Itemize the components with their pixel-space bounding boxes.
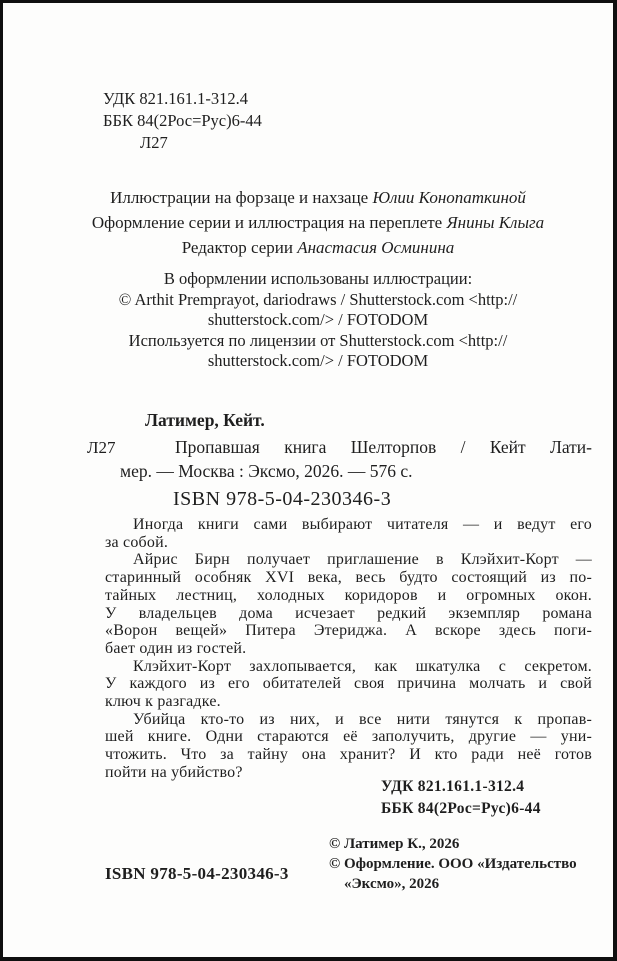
notice-line: В оформлении использованы иллюстрации: (163, 269, 473, 288)
credit-person-name: Анастасия Осминина (297, 238, 455, 257)
credit-person-name: Юлии Конопаткиной (372, 188, 526, 207)
annotation-line: пойти на убийство? (105, 763, 243, 781)
annotation-line: ключ к разгадке. (105, 693, 221, 711)
copyright-block (329, 834, 599, 894)
notice-line: Используется по лицензии от Shutterstock.com <http:// (128, 330, 508, 350)
annotation-line: У владельцев дома исчезает редкий экземпляр романа (105, 604, 592, 622)
credit-line (40, 210, 596, 235)
annotation-line: «Ворон вещей» Питера Этериджа. А вскоре здесь поги- (105, 622, 592, 640)
isbn-bottom: ISBN 978-5-04-230346-3 (105, 864, 289, 883)
annotation-line: тайных лестниц, холодных коридоров и огромных окон. (105, 586, 592, 604)
bbk-code: ББК 84(2Рос=Рус)6-44 (103, 111, 262, 130)
annotation-line: старинный особняк XVI века, весь будто состоящий из по- (105, 569, 592, 587)
credit-role: Оформление серии и иллюстрация на переплете (91, 213, 447, 232)
catalog-card-code: Л27 (87, 438, 116, 457)
catalog-card-line: Пропавшая книга Шелторпов / Кейт Лати- (175, 437, 592, 457)
credit-line (40, 185, 596, 210)
annotation-line: Клэйхит-Корт захлопывается, как шкатулка с секретом. (133, 657, 592, 675)
annotation-line: бает один из гостей. (105, 639, 247, 657)
annotation-line: шей книге. Одни стараются её заполучить, другие — уни- (105, 728, 592, 746)
isbn-catalog: ISBN 978-5-04-230346-3 (173, 488, 392, 510)
bottom-bibliographic-codes (381, 776, 541, 819)
notice-line: shutterstock.com/> / FOTODOM (207, 310, 429, 329)
udk-code: УДК 821.161.1-312.4 (103, 89, 249, 108)
catalog-card-author: Латимер, Кейт. (145, 410, 265, 430)
credit-role: Иллюстрации на форзаце и нахзаце (110, 188, 373, 207)
notice-line: shutterstock.com/> / FOTODOM (207, 351, 429, 370)
credit-person-name: Янины Клыга (446, 213, 545, 232)
credits-block (40, 185, 596, 260)
credit-line (40, 235, 596, 260)
udk-code-bottom: УДК 821.161.1-312.4 (381, 778, 525, 795)
credit-role: Редактор серии (181, 238, 298, 257)
annotation-line: Убийца кто-то из них, и все нити тянутся к пропав- (133, 710, 592, 728)
author-sign: Л27 (140, 133, 168, 152)
annotation-line: за собой. (105, 533, 169, 551)
annotation-line: Иногда книги сами выбирают читателя — и ведут его (133, 516, 592, 533)
copyright-line: «Эксмо», 2026 (344, 876, 440, 892)
annotation-line: Айрис Бирн получает приглашение в Клэйхит-Корт — (133, 551, 592, 569)
annotation-line: У каждого из его обитателей своя причина молчать и свой (105, 675, 592, 693)
annotation-line: чтожить. Что за тайну она хранит? И кто ради неё готов (105, 746, 592, 764)
top-bibliographic-codes (103, 88, 262, 154)
catalog-card-line: мер. — Москва : Эксмо, 2026. — 576 с. (120, 460, 413, 481)
catalog-card-entry (120, 436, 592, 483)
notice-line: © Arthit Premprayot, dariodraws / Shutterstock.com <http:// (118, 289, 518, 309)
bbk-code-bottom: ББК 84(2Рос=Рус)6-44 (381, 799, 541, 817)
illustration-copyright-block (40, 269, 596, 372)
annotation-block (105, 516, 592, 782)
copyright-line: © Латимер К., 2026 (329, 836, 460, 852)
copyright-line: © Оформление. ООО «Издательство (329, 856, 577, 872)
